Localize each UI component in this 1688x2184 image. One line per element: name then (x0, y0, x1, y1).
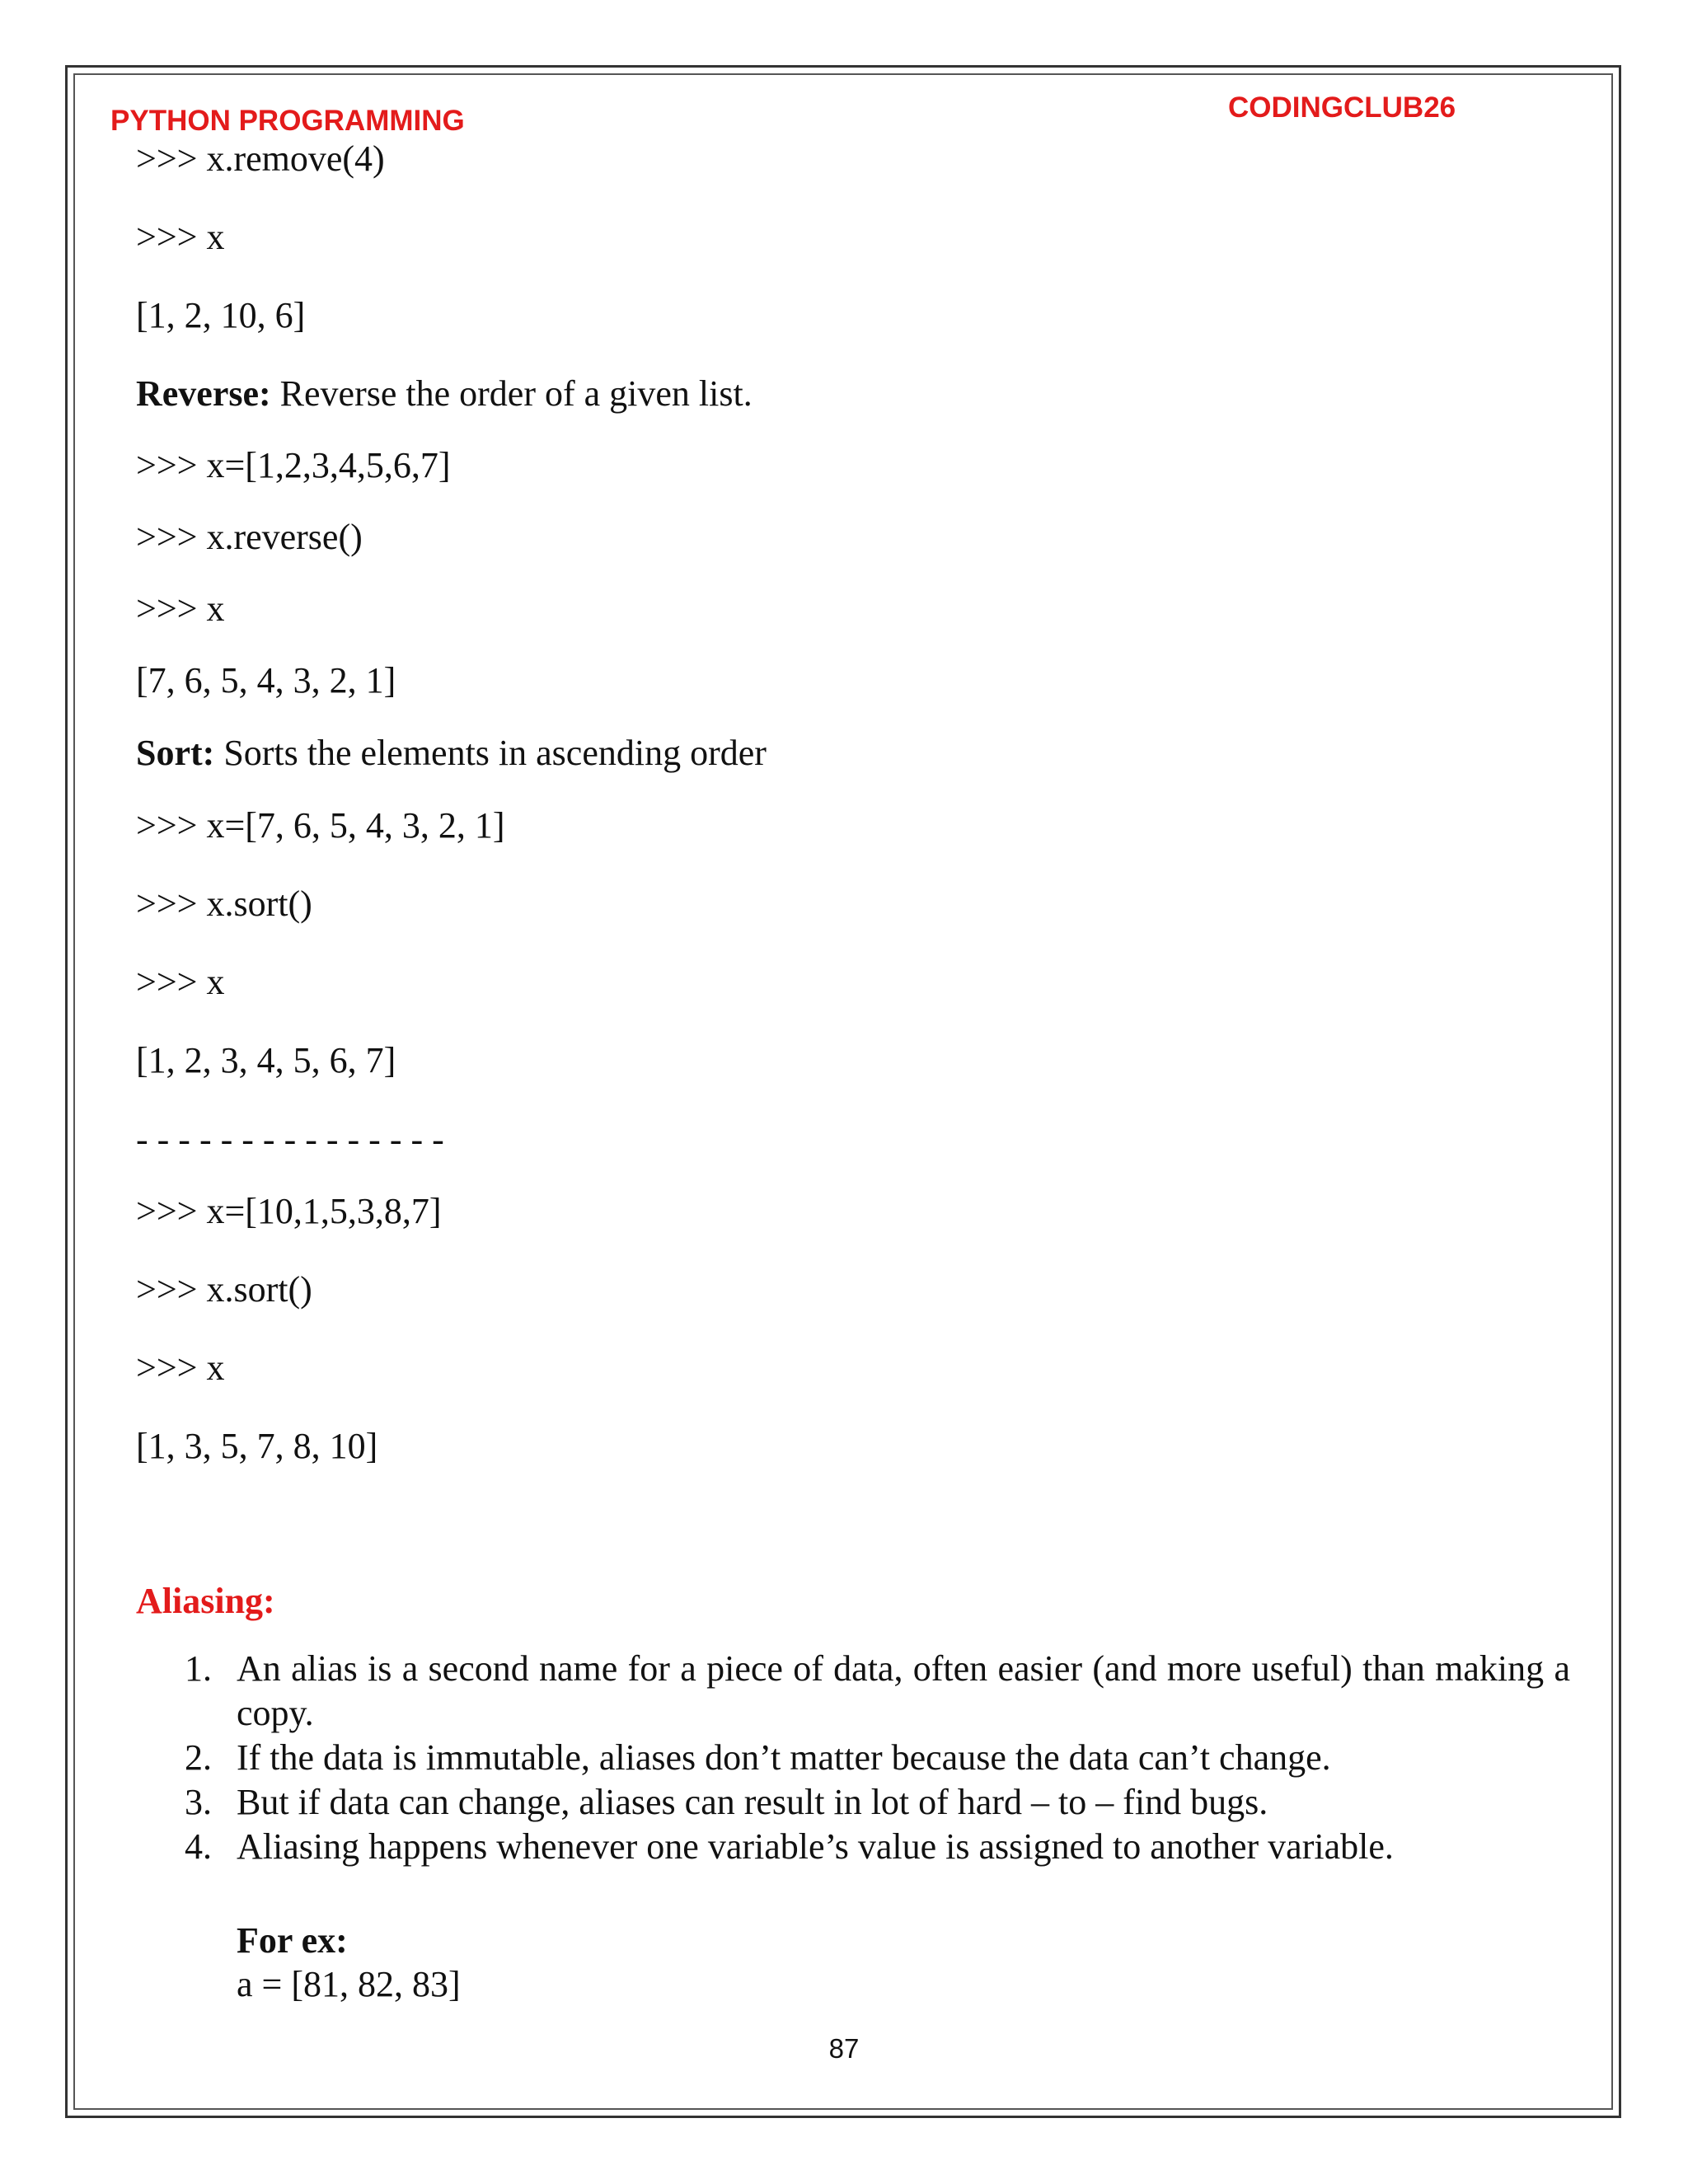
list-item (0, 1780, 1688, 1825)
page-number: 87 (828, 2033, 860, 2064)
sort-description: Sorts the elements in ascending order (214, 733, 767, 773)
sort-term: Sort: (136, 733, 215, 773)
header-right-title: CODINGCLUB26 (1228, 91, 1456, 124)
list-item-number: 4. (185, 1826, 212, 1867)
code-line: >>> x=[1,2,3,4,5,6,7] (136, 445, 451, 485)
example-label: For ex: (237, 1920, 348, 1961)
separator: - - - - - - - - - - - - - - - (136, 1119, 444, 1160)
code-line: >>> x (136, 217, 225, 257)
aliasing-list (0, 1647, 1688, 1869)
example-code: a = [81, 82, 83] (237, 1964, 461, 2004)
list-item (0, 1647, 1688, 1736)
list-item (0, 1825, 1688, 1869)
code-line: >>> x (136, 588, 225, 629)
reverse-definition (136, 373, 753, 415)
list-item (0, 1736, 1688, 1780)
code-output: [1, 3, 5, 7, 8, 10] (136, 1426, 378, 1466)
code-line: >>> x=[10,1,5,3,8,7] (136, 1191, 442, 1231)
reverse-description: Reverse the order of a given list. (270, 373, 753, 414)
list-item-text: If the data is immutable, aliases don’t matter because the data can’t change. (237, 1737, 1331, 1778)
code-line: >>> x=[7, 6, 5, 4, 3, 2, 1] (136, 805, 505, 846)
code-line: >>> x.reverse() (136, 517, 363, 557)
header-left-title: PYTHON PROGRAMMING (110, 105, 465, 137)
code-output: [7, 6, 5, 4, 3, 2, 1] (136, 660, 396, 701)
list-item-number: 3. (185, 1782, 212, 1822)
reverse-term: Reverse: (136, 373, 271, 414)
list-item-number: 1. (185, 1648, 212, 1689)
code-line: >>> x.sort() (136, 883, 312, 924)
code-line: >>> x.sort() (136, 1269, 312, 1310)
sort-definition (136, 733, 767, 774)
list-item-number: 2. (185, 1737, 212, 1778)
code-line: >>> x (136, 962, 225, 1002)
code-line: >>> x (136, 1347, 225, 1388)
list-item-text: Aliasing happens whenever one variable’s value is assigned to another variable. (237, 1826, 1394, 1867)
list-item-text: An alias is a second name for a piece of data, often easier (and more useful) than making a copy. (237, 1648, 1570, 1733)
aliasing-title: Aliasing: (136, 1581, 275, 1621)
code-output: [1, 2, 10, 6] (136, 295, 306, 335)
list-item-text: But if data can change, aliases can result in lot of hard – to – find bugs. (237, 1782, 1268, 1822)
code-output: [1, 2, 3, 4, 5, 6, 7] (136, 1040, 396, 1080)
code-line: >>> x.remove(4) (136, 138, 385, 179)
